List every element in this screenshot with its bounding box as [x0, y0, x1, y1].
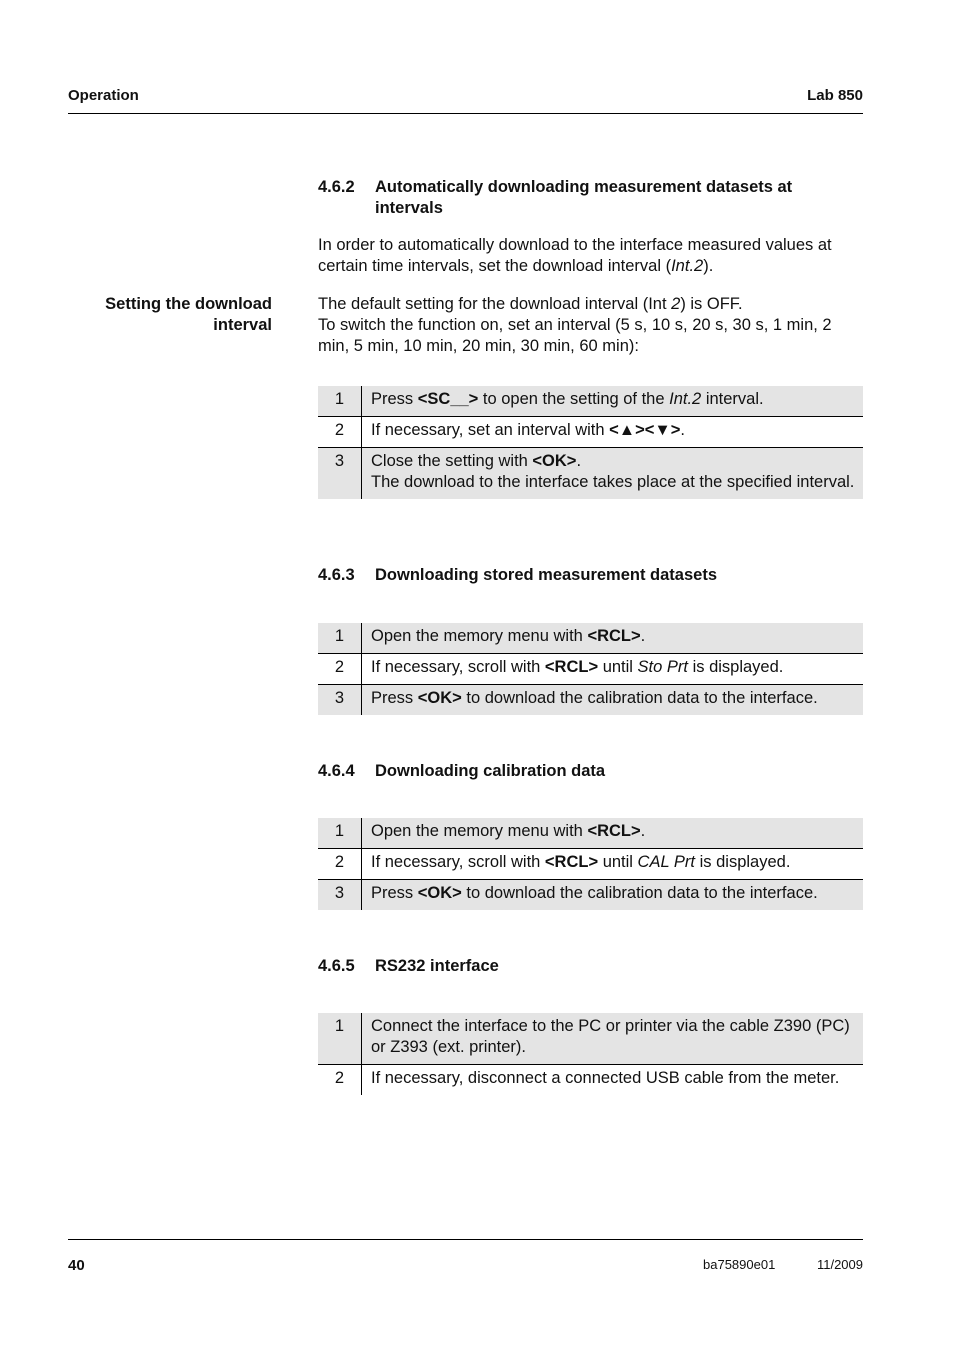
intro-text: In order to automatically download to the interface measured values at certain time intervals, set the download interval ( — [318, 236, 832, 275]
default-emphasis: 2 — [671, 295, 681, 313]
header-rule — [68, 113, 863, 114]
header-product-name: Lab 850 — [807, 87, 863, 104]
header-section-title: Operation — [68, 87, 139, 104]
table-row — [318, 818, 863, 849]
step-number: 2 — [318, 654, 362, 685]
section-4-6-3-heading — [318, 565, 863, 586]
intro-paragraph — [318, 235, 866, 277]
section-4-6-4-heading — [318, 761, 863, 782]
steps-table-4-6-5 — [318, 1013, 863, 1095]
section-title: RS232 interface — [375, 957, 499, 975]
step-number: 3 — [318, 880, 362, 911]
default-text-end: ) is OFF. — [680, 295, 743, 313]
steps-table-4-6-4 — [318, 818, 863, 910]
step-text: If necessary, scroll with <RCL> until Sto Prt is displayed. — [371, 658, 784, 676]
section-number: 4.6.4 — [318, 762, 355, 780]
section-title: Downloading calibration data — [375, 762, 606, 780]
table-row — [318, 448, 863, 500]
section-4-6-5-heading — [318, 956, 863, 977]
section-title: Downloading stored measurement datasets — [375, 566, 717, 584]
section-4-6-2-heading — [318, 177, 863, 219]
step-number: 2 — [318, 849, 362, 880]
intro-text-end: ). — [703, 257, 714, 275]
step-number: 3 — [318, 685, 362, 716]
step-text: Press <SC__> to open the setting of the Int.2 interval. — [362, 386, 864, 417]
section-number: 4.6.5 — [318, 957, 355, 975]
side-label-download-interval — [68, 294, 272, 336]
step-text: Press <OK> to download the calibration data to the interface. — [362, 685, 864, 716]
table-row — [318, 1065, 863, 1096]
table-row — [318, 623, 863, 654]
table-row — [318, 849, 863, 880]
table-row — [318, 654, 863, 685]
step-number: 2 — [318, 417, 362, 448]
step-number: 1 — [318, 623, 362, 654]
side-label-line-1: Setting the download — [105, 295, 272, 313]
steps-table-4-6-3 — [318, 623, 863, 715]
step-text: If necessary, disconnect a connected USB cable from the meter. — [371, 1069, 840, 1087]
side-label-line-2: interval — [213, 316, 272, 334]
document-date: 11/2009 — [816, 1257, 863, 1272]
step-text: Open the memory menu with <RCL>. — [362, 623, 864, 654]
section-number: 4.6.3 — [318, 566, 355, 584]
step-text: Connect the interface to the PC or printer via the cable Z390 (PC) or Z393 (ext. printer). — [362, 1013, 864, 1065]
default-setting-paragraph — [318, 294, 863, 357]
step-number: 1 — [318, 1013, 362, 1065]
step-number: 3 — [318, 448, 362, 500]
step-text: Press <OK> to download the calibration data to the interface. — [362, 880, 864, 911]
step-text: If necessary, set an interval with <▲><▼>. — [371, 421, 685, 439]
table-row — [318, 1013, 863, 1065]
step-text: Close the setting with <OK>. The download to the interface takes place at the specified interval. — [362, 448, 864, 500]
table-row — [318, 386, 863, 417]
step-text: If necessary, scroll with <RCL> until CAL Prt is displayed. — [371, 853, 791, 871]
table-row — [318, 685, 863, 716]
section-title: Automatically downloading measurement datasets at intervals — [375, 178, 793, 217]
step-number: 1 — [318, 818, 362, 849]
switch-instruction: To switch the function on, set an interval (5 s, 10 s, 20 s, 30 s, 1 min, 2 min, 5 min, 10 min, 20 min, 30 min, 60 min): — [318, 316, 832, 355]
table-row — [318, 880, 863, 911]
footer-rule — [68, 1239, 863, 1240]
step-number: 1 — [318, 386, 362, 417]
steps-table-4-6-2 — [318, 386, 863, 499]
section-number: 4.6.2 — [318, 178, 355, 196]
step-text: Open the memory menu with <RCL>. — [362, 818, 864, 849]
step-number: 2 — [318, 1065, 362, 1096]
page-number: 40 — [68, 1257, 85, 1274]
intro-emphasis: Int.2 — [671, 257, 704, 275]
table-row — [318, 417, 863, 448]
document-code: ba75890e01 — [703, 1257, 776, 1272]
default-text: The default setting for the download interval (Int — [318, 295, 672, 313]
